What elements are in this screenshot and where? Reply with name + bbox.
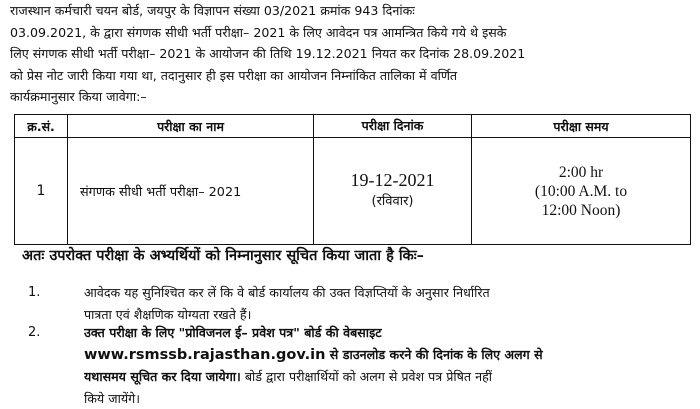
intro-line: को प्रेस नोट जारी किया गया था, तदानुसार ही इस परीक्षा का आयोजन निम्नांकित तालिका में वर्णित [10, 65, 692, 87]
cell-exam-name: संगणक सीधी भर्ती परीक्षा– 2021 [68, 138, 314, 245]
exam-date-value: 19-12-2021 [351, 170, 435, 190]
header-exam-date: परीक्षा दिनांक [314, 115, 472, 138]
intro-line: लिए संगणक सीधी भर्ती परीक्षा– 2021 के आयोजन की तिथि 19.12.2021 नियत कर दिनांक 28.09.2021 [10, 43, 692, 65]
exam-time-start: (10:00 A.M. to [472, 182, 690, 201]
cell-serial: 1 [15, 138, 68, 245]
header-exam-time: परीक्षा समय [472, 115, 691, 138]
header-exam-name: परीक्षा का नाम [68, 115, 314, 138]
website-link[interactable]: www.rsmssb.rajasthan.gov.in [84, 347, 325, 363]
cell-exam-time [472, 138, 691, 245]
table-row [15, 138, 691, 245]
intro-paragraph [10, 0, 692, 108]
cell-exam-date [314, 138, 472, 245]
table-header-row [15, 115, 691, 138]
list-item-text [84, 322, 694, 409]
list-item-text [84, 282, 694, 325]
intro-line: कार्यक्रमानुसार किया जावेगा:– [10, 86, 692, 108]
header-serial: क्र.सं. [15, 115, 68, 138]
list-item-line: www.rsmssb.rajasthan.gov.in से डाउनलोड करने की दिनांक के लिए अलग से [84, 344, 694, 367]
intro-line: राजस्थान कर्मचारी चयन बोर्ड, जयपुर के विज्ञापन संख्या 03/2021 क्रमांक 943 दिनांकः [10, 0, 692, 22]
exam-schedule-table [14, 114, 691, 245]
exam-time-duration: 2:00 hr [472, 163, 690, 182]
notice-heading: अतः उपरोक्त परीक्षा के अभ्यर्थियों को निम्नानुसार सूचित किया जाता है किः– [22, 245, 424, 265]
exam-time-end: 12:00 Noon) [472, 201, 690, 220]
list-item-line: आवेदक यह सुनिश्चित कर लें कि वे बोर्ड कार्यालय की उक्त विज्ञप्तियों के अनुसार निर्धारित [84, 282, 694, 304]
list-item-line: यथासमय सूचित कर दिया जायेगा। बोर्ड द्वारा परीक्षार्थियों को अलग से प्रवेश पत्र प्रेषित नहीं [84, 366, 694, 388]
list-item-number: 2. [28, 325, 40, 340]
exam-day-value: (रविवार) [314, 191, 471, 213]
intro-line: 03.09.2021, के द्वारा संगणक सीधी भर्ती परीक्षा– 2021 के लिए आवेदन पत्र आमन्त्रित किये गये थे इसके [10, 22, 692, 44]
list-item-line: उक्त परीक्षा के लिए "प्रोविजनल ई– प्रवेश पत्र" बोर्ड की वेबसाइट [84, 322, 694, 344]
list-item-number: 1. [28, 285, 40, 300]
list-item-line: पात्रता एवं शैक्षणिक योग्यता रखते हैं। [84, 304, 694, 326]
list-item-line: किये जायेंगे। [84, 388, 694, 409]
